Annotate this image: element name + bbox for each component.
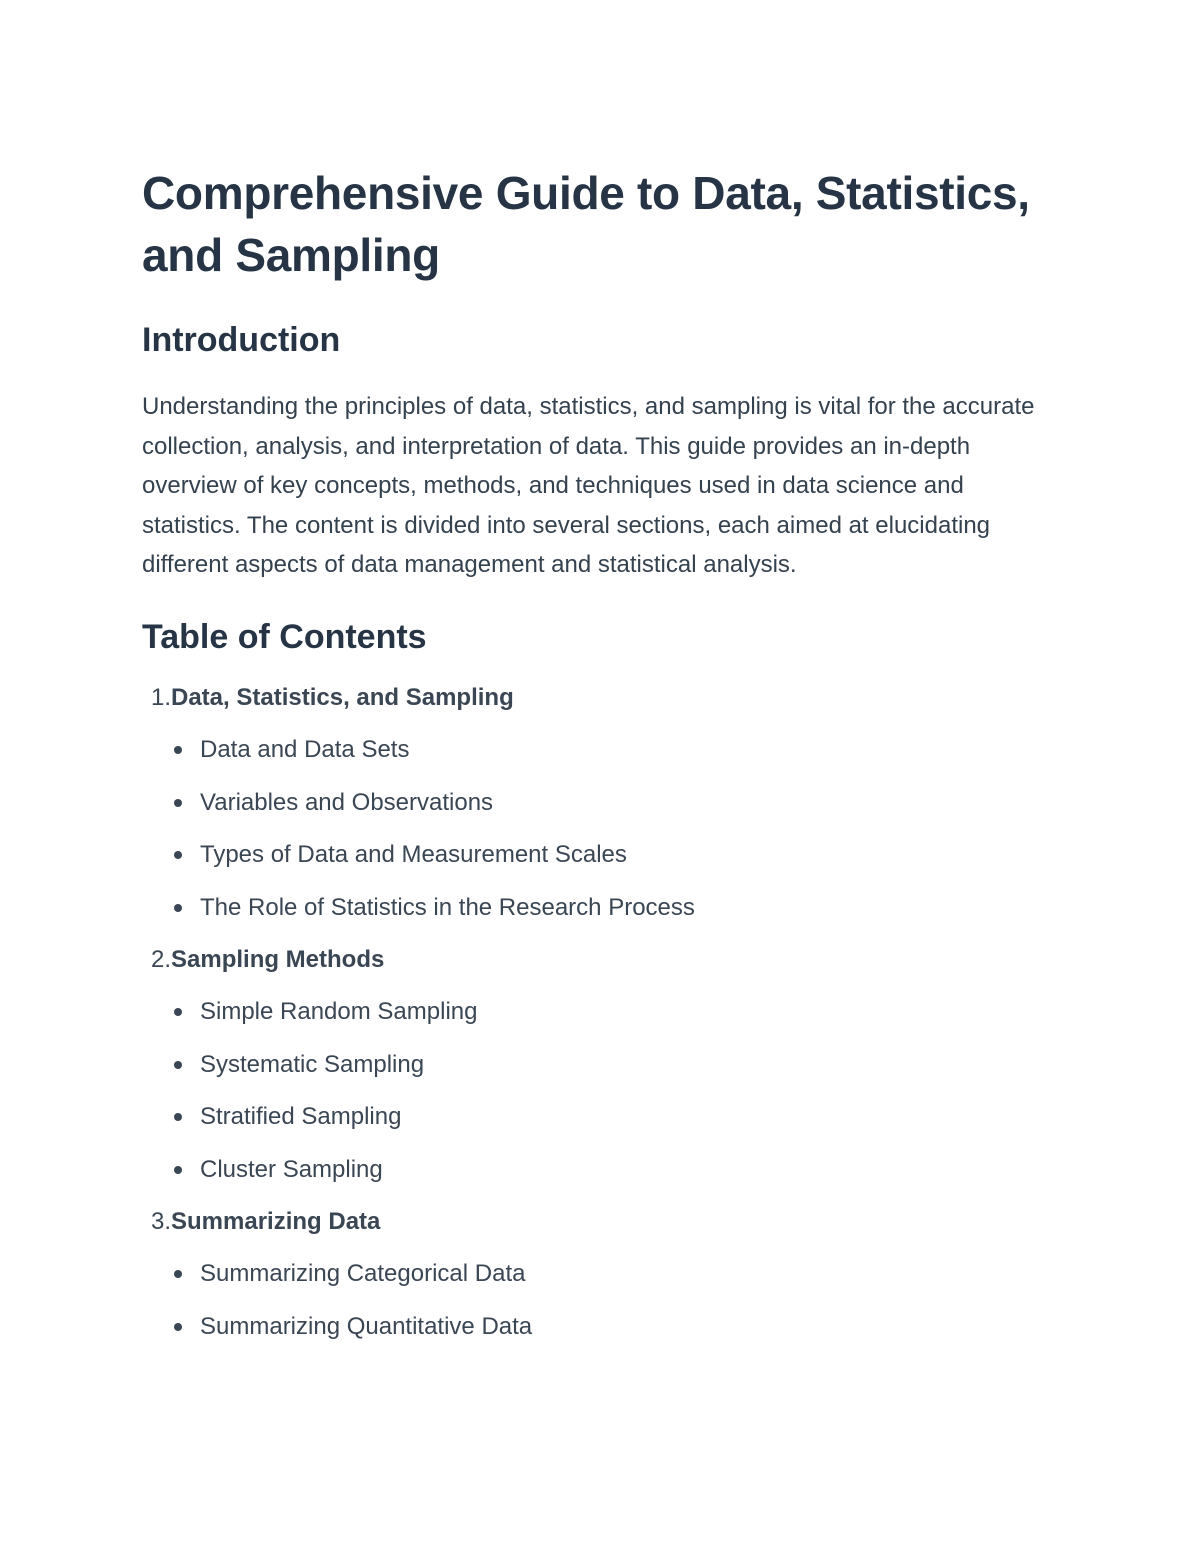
- bullet-icon: [174, 1270, 182, 1278]
- bullet-icon: [174, 851, 182, 859]
- toc-heading: Table of Contents: [142, 617, 427, 656]
- toc-section-title: Sampling Methods: [171, 945, 385, 973]
- toc-section-title: Data, Statistics, and Sampling: [171, 683, 514, 711]
- toc-list-item: [142, 893, 1062, 923]
- toc-section-number: 1.: [150, 683, 171, 711]
- bullet-icon: [174, 1166, 182, 1174]
- toc-item-label: Stratified Sampling: [200, 1103, 402, 1130]
- toc-item-label: Simple Random Sampling: [200, 998, 478, 1025]
- toc-list-item: [142, 997, 1062, 1027]
- bullet-icon: [174, 904, 182, 912]
- toc-list-item: [142, 840, 1062, 870]
- bullet-icon: [174, 1323, 182, 1331]
- toc-item-label: Summarizing Quantitative Data: [200, 1312, 533, 1340]
- toc-item-label: Data and Data Sets: [200, 736, 410, 763]
- toc-list-item: [142, 1155, 1062, 1185]
- toc-item-label: Summarizing Categorical Data: [200, 1260, 526, 1287]
- document-title: Comprehensive Guide to Data, Statistics, and Sampling: [142, 167, 1030, 281]
- toc-section-1: [142, 683, 1062, 923]
- toc-section-title: Summarizing Data: [171, 1207, 381, 1235]
- toc-item-label: The Role of Statistics in the Research Process: [200, 893, 695, 921]
- introduction-paragraph: Understanding the principles of data, statistics, and sampling is vital for the accurate collection, analysis, and interpretation of data. This guide provides an in-depth overview of key concepts, methods, and techniques used in data science and statistics. The content is divided into several sections, each aimed at elucidating different aspects of data management and statistical analysis.: [142, 393, 1035, 578]
- bullet-icon: [174, 746, 182, 754]
- bullet-icon: [174, 799, 182, 807]
- toc-list-item: [142, 1050, 1062, 1080]
- toc-item-label: Variables and Observations: [200, 788, 494, 816]
- toc-item-label: Cluster Sampling: [200, 1155, 383, 1183]
- toc-section-2: [142, 945, 1062, 1185]
- document-page: [142, 162, 1062, 1342]
- toc-item-label: Systematic Sampling: [200, 1050, 425, 1078]
- toc-section-3: [142, 1207, 1062, 1342]
- table-of-contents: [142, 683, 1062, 1342]
- toc-item-label: Types of Data and Measurement Scales: [200, 841, 627, 868]
- bullet-icon: [174, 1113, 182, 1121]
- introduction-heading: Introduction: [142, 321, 341, 359]
- toc-list-item: [142, 1312, 1062, 1342]
- toc-list-item: [142, 1259, 1062, 1289]
- toc-section-number: 3.: [150, 1207, 171, 1235]
- bullet-icon: [174, 1008, 182, 1016]
- toc-section-number: 2.: [150, 945, 171, 973]
- bullet-icon: [174, 1061, 182, 1069]
- toc-list-item: [142, 735, 1062, 765]
- toc-list-item: [142, 1102, 1062, 1132]
- toc-list-item: [142, 788, 1062, 818]
